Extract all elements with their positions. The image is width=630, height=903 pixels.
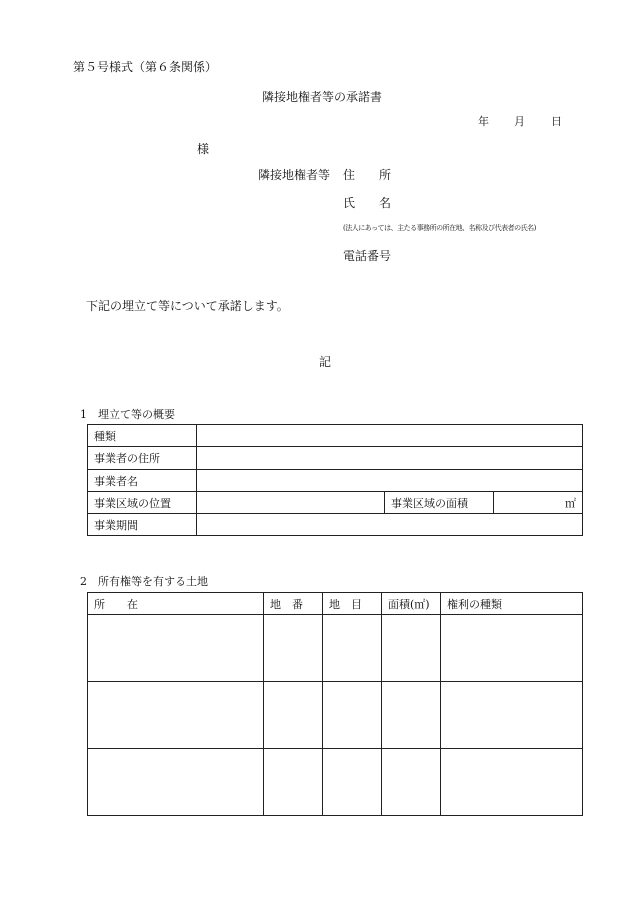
- operator-name-value[interactable]: [197, 470, 583, 492]
- operator-name-label: 事業者名: [88, 470, 197, 492]
- date-day: 日: [551, 115, 562, 128]
- form-id: 第５号様式（第６条関係）: [73, 60, 218, 74]
- name-label: 氏 名: [343, 196, 392, 210]
- table-row: [88, 749, 583, 816]
- date-month: 月: [514, 115, 525, 128]
- period-value[interactable]: [197, 514, 583, 536]
- phone-label: 電話番号: [343, 249, 392, 263]
- corporate-note: (法人にあっては、主たる事務所の所在地、名称及び代表者の氏名): [343, 224, 536, 232]
- col-lot-number: 地 番: [264, 593, 323, 615]
- land-table: [87, 592, 583, 816]
- col-right-type: 権利の種類: [441, 593, 583, 615]
- type-label: 種類: [88, 425, 197, 447]
- area-value[interactable]: ㎡: [494, 492, 583, 514]
- date-year: 年: [478, 115, 489, 128]
- record-heading: 記: [319, 355, 332, 369]
- address-label: 住 所: [343, 168, 392, 182]
- operator-address-label: 事業者の住所: [88, 447, 197, 470]
- col-land-category: 地 目: [323, 593, 382, 615]
- section1-heading: 1 埋立て等の概要: [80, 408, 175, 421]
- document-title: 隣接地権者等の承諾書: [262, 90, 383, 104]
- location-label: 事業区域の位置: [88, 492, 197, 514]
- table-row: [88, 615, 583, 682]
- overview-table: [87, 424, 583, 536]
- location-value[interactable]: [197, 492, 385, 514]
- col-area: 面積(㎡): [382, 593, 441, 615]
- table-row: [88, 682, 583, 749]
- period-label: 事業期間: [88, 514, 197, 536]
- signer-role: 隣接地権者等: [258, 168, 331, 182]
- operator-address-value[interactable]: [197, 447, 583, 470]
- consent-statement: 下記の埋立て等について承諾します。: [86, 299, 289, 313]
- type-value[interactable]: [197, 425, 583, 447]
- section2-heading: 2 所有権等を有する土地: [80, 575, 208, 588]
- col-location: 所 在: [88, 593, 264, 615]
- addressee-suffix: 様: [197, 142, 210, 156]
- area-label: 事業区域の面積: [385, 492, 494, 514]
